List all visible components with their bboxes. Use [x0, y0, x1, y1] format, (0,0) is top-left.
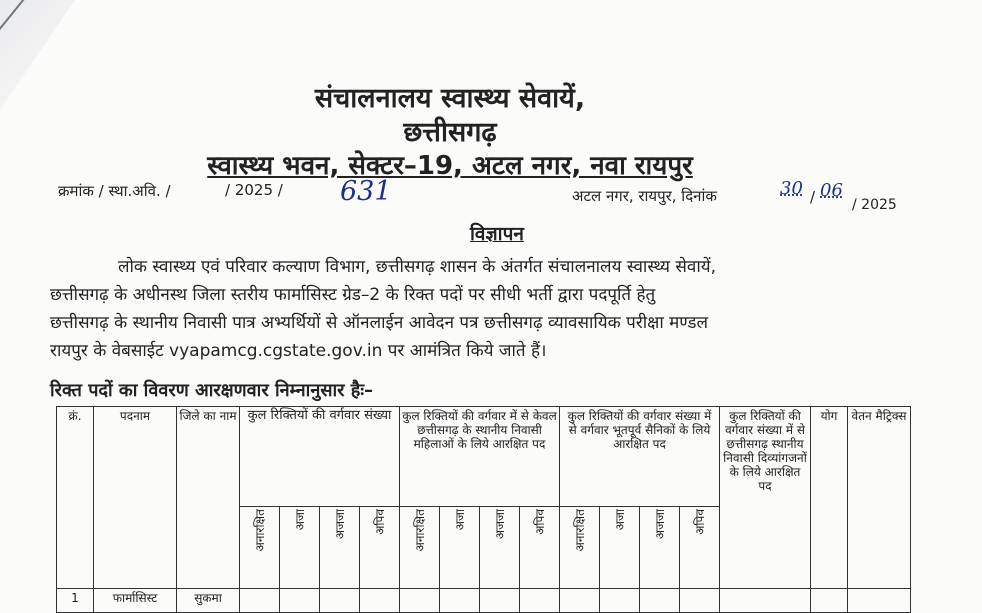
group-women-header: कुल रिक्तियों की वर्गवार में से केवल छत्तीसगढ़ के स्थानीय निवासी महिलाओं के लिये आरक्षित पद — [400, 407, 560, 507]
body-line: छत्तीसगढ़ के स्थानीय निवासी पात्र अभ्यर्थियों से ऑनलाईन आवेदन पत्र छत्तीसगढ़ व्यावसायिक परीक्षा मण्डल — [50, 313, 708, 333]
org-name-line2: छत्तीसगढ़ — [403, 117, 497, 148]
subcat-st: अजजा — [652, 509, 667, 540]
kramank-label: क्रमांक / स्था.अवि. / — [58, 182, 171, 200]
group-total-header: कुल रिक्तियों की वर्गवार संख्या — [240, 407, 400, 507]
kramank-year: / 2025 / — [225, 181, 283, 199]
place-date-label: अटल नगर, रायपुर, दिनांक — [572, 187, 717, 205]
subcat-unreserved: अनारक्षित — [572, 509, 587, 552]
subcat-sc: अजा — [452, 509, 467, 531]
subcat-st: अजजा — [492, 509, 507, 540]
subcat-sc: अजा — [292, 509, 307, 531]
subcat-obc: अपिव — [532, 509, 547, 535]
row1-post: फार्मासिस्ट — [94, 589, 177, 613]
body-line: लोक स्वास्थ्य एवं परिवार कल्याण विभाग, छत्तीसगढ़ शासन के अंतर्गत संचालनालय स्वास्थ्य सेवायें, — [118, 257, 717, 277]
group-exservicemen-header: कुल रिक्तियों की वर्गवार संख्या में से वर्गवार भूतपूर्व सैनिकों के लिये आरक्षित पद — [560, 407, 720, 507]
col-sr-header: क्रं. — [57, 407, 94, 589]
body-line: रायपुर के वेबसाईट vyapamcg.cgstate.gov.in पर आमंत्रित किये जाते हैं। — [50, 341, 547, 361]
document-title: विज्ञापन — [470, 223, 524, 245]
row1-sr: 1 — [57, 589, 94, 613]
org-address: स्वास्थ्य भवन, सेक्टर–19, अटल नगर, नवा रायपुर — [207, 151, 693, 181]
divyang-header: कुल रिक्तियों की वर्गवार संख्या में से छत्तीसगढ़ स्थानीय निवासी दिव्यांगजनों के लिये आरक्षित पद — [720, 407, 811, 589]
section-heading: रिक्त पदों का विवरण आरक्षणवार निम्नानुसार हैः– — [50, 380, 373, 401]
date-month: 06 — [820, 180, 843, 201]
col-district-header: जिले का नाम — [177, 407, 240, 589]
col-post-header: पदनाम — [94, 407, 177, 589]
col-total-header: योग — [811, 407, 848, 589]
row1-district: सुकमा — [177, 589, 240, 613]
subcat-unreserved: अनारक्षित — [412, 509, 427, 552]
subcat-sc: अजा — [612, 509, 627, 531]
subcat-obc: अपिव — [372, 509, 387, 535]
date-year: / 2025 — [852, 197, 897, 213]
body-line: छत्तीसगढ़ के अधीनस्थ जिला स्तरीय फार्मासिस्ट ग्रेड–2 के रिक्त पदों पर सीधी भर्ती द्वारा पदपूर्ति हेतु — [50, 285, 656, 305]
kramank-number-handwritten: 631 — [340, 176, 392, 207]
vacancy-table — [56, 406, 911, 613]
subcat-st: अजजा — [332, 509, 347, 540]
subcat-unreserved: अनारक्षित — [252, 509, 267, 552]
org-name-line1: संचालनालय स्वास्थ्य सेवायें, — [314, 83, 586, 114]
col-pay-header: वेतन मैट्रिक्स — [848, 407, 911, 589]
subcat-obc: अपिव — [692, 509, 707, 535]
date-day: 30 — [780, 178, 803, 199]
body-paragraph — [50, 256, 925, 363]
